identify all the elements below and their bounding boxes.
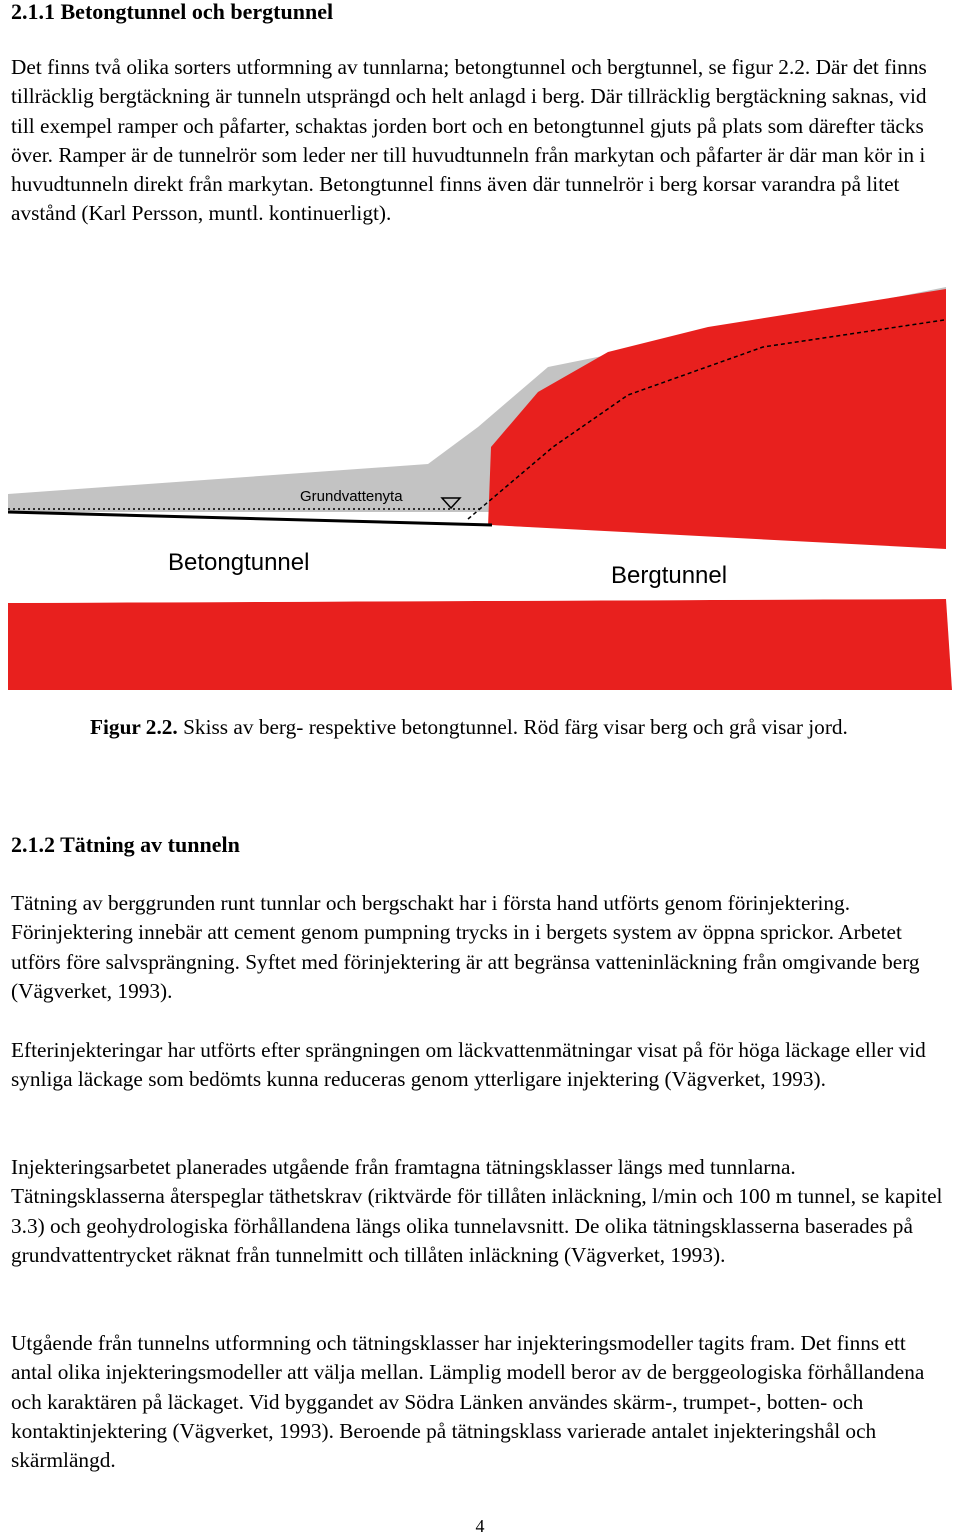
paragraph-postinjection: Efterinjekteringar har utförts efter sprängningen om läckvattenmätningar visat på för höga läckage eller vid synliga läckage som bedömts kunna reduceras genom ytterligare injektering (Vägverket, 1993).: [11, 1038, 926, 1092]
concrete-tunnel-label: Betongtunnel: [168, 549, 310, 576]
groundwater-label: Grundvattenyta: [300, 488, 403, 505]
paragraph-preinjection: Tätning av berggrunden runt tunnlar och bergschakt har i första hand utförts genom förinjektering. Förinjektering innebär att cement genom pumpning trycks in i bergets system av öppna sprickor. Arbetet utförs före salvsprängning. Syftet med förinjektering är att begränsa vatteninläckning från omgivande berg (Vägverket, 1993).: [11, 891, 920, 1003]
rock-upper: [488, 289, 946, 549]
section-heading-1: 2.1.1 Betongtunnel och bergtunnel: [11, 0, 334, 24]
page-number: 4: [475, 1516, 485, 1536]
paragraph-sealing-classes: Injekteringsarbetet planerades utgående från framtagna tätningsklasser längs med tunnlarna. Tätningsklasserna återspeglar täthetskrav (riktvärde för tillåten inläckning, l/min och 100 m tunnel, se kapitel 3.3) och geohydrologiska förhållandena längs olika tunnelavsnitt. De olika tätningsklasserna baserades på grundvattentrycket räknat från tunnelmitt och tillåten inläckning (Vägverket, 1993).: [11, 1155, 943, 1267]
paragraph-tunnel-types: Det finns två olika sorters utformning av tunnlarna; betongtunnel och bergtunnel, se figur 2.2. Där det finns tillräcklig bergtäckning är tunneln utsprängd och helt anlagd i berg. Där tillräcklig bergtäckning saknas, vid till exempel ramper och påfarter, schaktas jorden bort och en betongtunnel gjuts på plats som därefter täcks över. Ramper är de tunnelrör som leder ner till huvudtunneln från markytan och påfarter är där man kör in i huvudtunneln direkt från markytan. Betongtunnel finns även där tunnelrör i berg korsar varandra på litet avstånd (Karl Persson, muntl. kontinuerligt).: [11, 55, 927, 226]
paragraph-injection-models: Utgående från tunnelns utformning och tätningsklasser har injekteringsmodeller tagits fram. Det finns ett antal olika injekteringsmodeller att välja mellan. Lämplig modell beror av de berggeologiska förhållandena och karaktären på läckaget. Vid byggandet av Södra Länken användes skärm-, trumpet-, botten- och kontaktinjektering (Vägverket, 1993). Beroende på tätningsklass varierade antalet injekteringshål och skärmlängd.: [11, 1331, 925, 1473]
section-heading-2: 2.1.2 Tätning av tunneln: [11, 832, 240, 857]
caption-label: Figur 2.2.: [90, 715, 178, 739]
caption-text: Skiss av berg- respektive betongtunnel. Röd färg visar berg och grå visar jord.: [177, 715, 848, 739]
figure-caption: [90, 712, 950, 742]
rock-tunnel-label: Bergtunnel: [611, 562, 728, 589]
rock-lower: [8, 599, 952, 690]
figure-tunnel-sketch: [8, 287, 952, 690]
